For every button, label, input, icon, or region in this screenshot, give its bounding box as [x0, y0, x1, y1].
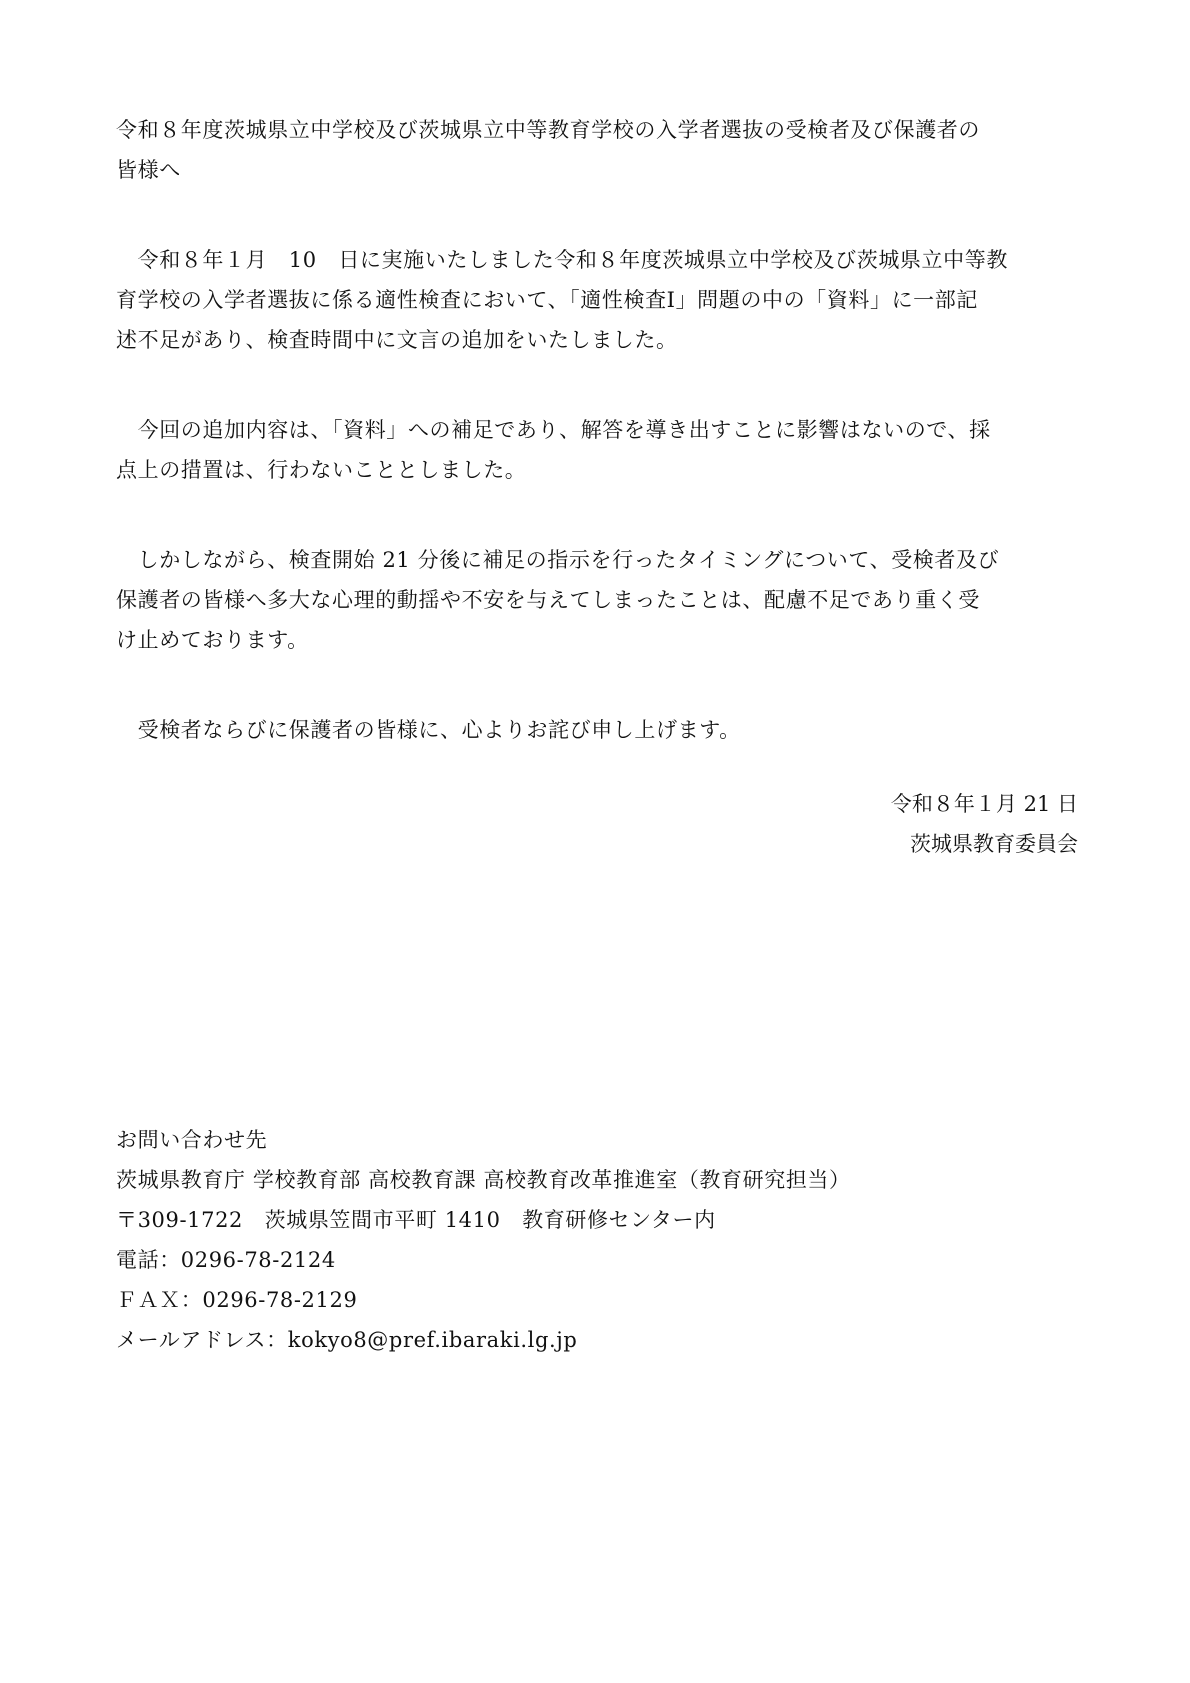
paragraph-1-line-1: 令和８年１月 10 日に実施いたしました令和８年度茨城県立中学校及び茨城県立中等教: [116, 248, 1008, 272]
contact-fax: ＦＡＸ：0296-78-2129: [116, 1288, 358, 1312]
contact-heading: お問い合わせ先: [116, 1128, 268, 1152]
contact-phone: 電話：0296-78-2124: [116, 1248, 336, 1272]
addressee-line-1: 令和８年度茨城県立中学校及び茨城県立中等教育学校の入学者選抜の受検者及び保護者の: [116, 118, 980, 142]
contact-department: 茨城県教育庁 学校教育部 高校教育課 高校教育改革推進室（教育研究担当）: [116, 1168, 851, 1192]
paragraph-1-line-3: 述不足があり、検査時間中に文言の追加をいたしました。: [116, 328, 678, 352]
paragraph-3-line-2: 保護者の皆様へ多大な心理的動揺や不安を与えてしまったことは、配慮不足であり重く受: [116, 588, 980, 612]
addressee-line-2: 皆様へ: [116, 158, 181, 182]
paragraph-4-line-1: 受検者ならびに保護者の皆様に、心よりお詫び申し上げます。: [116, 718, 741, 742]
contact-email[interactable]: メールアドレス：kokyo8@pref.ibaraki.lg.jp: [116, 1328, 578, 1352]
paragraph-3-line-1: しかしながら、検査開始 21 分後に補足の指示を行ったタイミングについて、受検者及び: [116, 548, 1000, 572]
paragraph-1-line-2: 育学校の入学者選抜に係る適性検査において、「適性検査Ⅰ」問題の中の「資料」に一部記: [116, 288, 978, 312]
contact-address: 〒309-1722 茨城県笠間市平町 1410 教育研修センター内: [116, 1208, 716, 1232]
signature-issuer: 茨城県教育委員会: [910, 832, 1078, 856]
paragraph-2-line-2: 点上の措置は、行わないこととしました。: [116, 458, 527, 482]
signature-date: 令和８年１月 21 日: [890, 792, 1078, 816]
paragraph-2-line-1: 今回の追加内容は、「資料」への補足であり、解答を導き出すことに影響はないので、採: [116, 418, 991, 442]
paragraph-3-line-3: け止めております。: [116, 628, 309, 652]
